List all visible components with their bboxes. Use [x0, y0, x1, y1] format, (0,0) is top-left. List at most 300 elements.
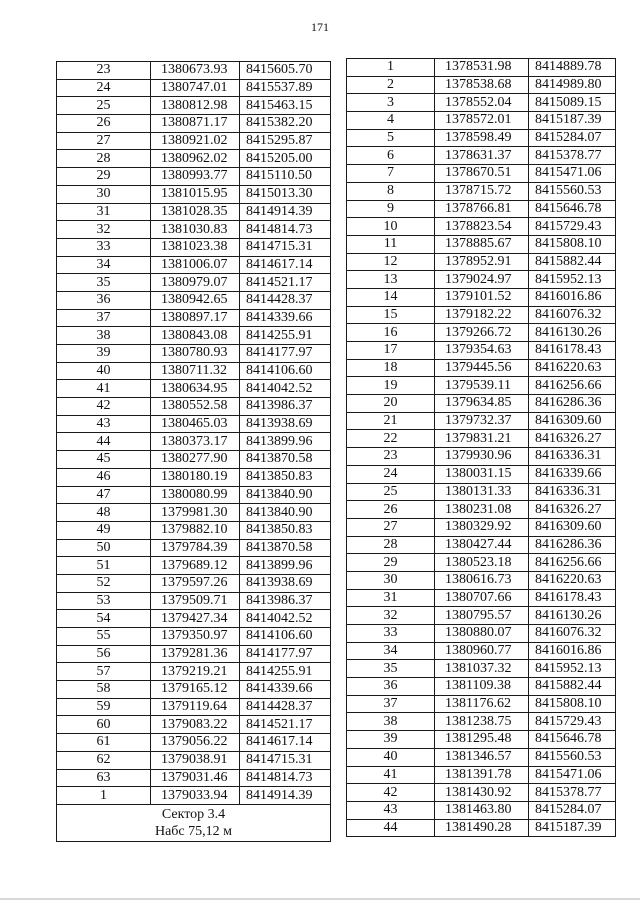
table-row — [57, 681, 331, 699]
table-row — [347, 253, 616, 271]
table-row — [57, 309, 331, 327]
coord-y-cell: 8416309.60 — [529, 412, 616, 430]
table-row — [347, 324, 616, 342]
point-number-cell: 48 — [57, 504, 151, 522]
coord-y-cell: 8416130.26 — [529, 324, 616, 342]
coord-x-cell: 1379182.22 — [435, 306, 529, 324]
coord-y-cell: 8416286.36 — [529, 395, 616, 413]
coord-y-cell: 8415560.53 — [529, 182, 616, 200]
table-row — [347, 501, 616, 519]
table-row — [57, 115, 331, 133]
coord-y-cell: 8415382.20 — [240, 115, 331, 133]
coord-y-cell: 8416339.66 — [529, 465, 616, 483]
coord-y-cell: 8413870.58 — [240, 539, 331, 557]
point-number-cell: 40 — [347, 748, 435, 766]
table-row — [57, 362, 331, 380]
point-number-cell: 39 — [347, 731, 435, 749]
coord-y-cell: 8415295.87 — [240, 132, 331, 150]
coord-y-cell: 8414889.78 — [529, 59, 616, 77]
table-row — [347, 819, 616, 837]
point-number-cell: 46 — [57, 468, 151, 486]
point-number-cell: 25 — [347, 483, 435, 501]
table-row — [347, 607, 616, 625]
coord-x-cell: 1380960.77 — [435, 642, 529, 660]
point-number-cell: 37 — [347, 695, 435, 713]
point-number-cell: 30 — [57, 185, 151, 203]
coord-y-cell: 8413899.96 — [240, 433, 331, 451]
table-row — [57, 221, 331, 239]
coord-x-cell: 1379539.11 — [435, 377, 529, 395]
coord-y-cell: 8414914.39 — [240, 203, 331, 221]
table-row — [57, 592, 331, 610]
coord-x-cell: 1379689.12 — [151, 557, 240, 575]
coord-x-cell: 1380329.92 — [435, 518, 529, 536]
coord-y-cell: 8414339.66 — [240, 681, 331, 699]
point-number-cell: 63 — [57, 769, 151, 787]
coord-x-cell: 1380795.57 — [435, 607, 529, 625]
table-row — [347, 483, 616, 501]
point-number-cell: 36 — [57, 291, 151, 309]
point-number-cell: 45 — [57, 451, 151, 469]
coord-y-cell: 8414715.31 — [240, 238, 331, 256]
coord-y-cell: 8415187.39 — [529, 112, 616, 130]
point-number-cell: 60 — [57, 716, 151, 734]
coord-x-cell: 1380921.02 — [151, 132, 240, 150]
table-row — [57, 557, 331, 575]
point-number-cell: 41 — [57, 380, 151, 398]
coord-x-cell: 1380180.19 — [151, 468, 240, 486]
point-number-cell: 43 — [347, 801, 435, 819]
coord-x-cell: 1379882.10 — [151, 521, 240, 539]
table-row — [57, 291, 331, 309]
coord-x-cell: 1380780.93 — [151, 345, 240, 363]
coord-x-cell: 1380979.07 — [151, 274, 240, 292]
point-number-cell: 42 — [347, 784, 435, 802]
point-number-cell: 41 — [347, 766, 435, 784]
table-row — [347, 766, 616, 784]
coord-x-cell: 1381295.48 — [435, 731, 529, 749]
point-number-cell: 27 — [347, 518, 435, 536]
point-number-cell: 42 — [57, 398, 151, 416]
point-number-cell: 39 — [57, 345, 151, 363]
table-row — [57, 274, 331, 292]
point-number-cell: 43 — [57, 415, 151, 433]
coord-x-cell: 1380812.98 — [151, 97, 240, 115]
coord-x-cell: 1380634.95 — [151, 380, 240, 398]
coord-y-cell: 8414617.14 — [240, 734, 331, 752]
coord-y-cell: 8416130.26 — [529, 607, 616, 625]
table-row — [57, 203, 331, 221]
table-row — [347, 377, 616, 395]
table-row — [347, 695, 616, 713]
coord-x-cell: 1379119.64 — [151, 698, 240, 716]
sector-area: Набс 75,12 м — [154, 823, 233, 839]
table-row — [57, 150, 331, 168]
point-number-cell: 30 — [347, 571, 435, 589]
coord-y-cell: 8416336.31 — [529, 483, 616, 501]
table-row — [347, 147, 616, 165]
coord-y-cell: 8414428.37 — [240, 291, 331, 309]
point-number-cell: 14 — [347, 288, 435, 306]
coord-y-cell: 8415110.50 — [240, 168, 331, 186]
point-number-cell: 18 — [347, 359, 435, 377]
table-row — [347, 678, 616, 696]
table-row — [57, 168, 331, 186]
point-number-cell: 34 — [347, 642, 435, 660]
point-number-cell: 32 — [57, 221, 151, 239]
table-row — [347, 536, 616, 554]
coord-x-cell: 1378598.49 — [435, 129, 529, 147]
coord-x-cell: 1379427.34 — [151, 610, 240, 628]
coord-y-cell: 8415882.44 — [529, 678, 616, 696]
point-number-cell: 26 — [347, 501, 435, 519]
table-row — [347, 801, 616, 819]
coord-x-cell: 1381028.35 — [151, 203, 240, 221]
coord-x-cell: 1380711.32 — [151, 362, 240, 380]
point-number-cell: 44 — [347, 819, 435, 837]
coord-y-cell: 8414106.60 — [240, 362, 331, 380]
coord-y-cell: 8416256.66 — [529, 377, 616, 395]
point-number-cell: 3 — [347, 94, 435, 112]
table-row — [57, 645, 331, 663]
coord-x-cell: 1379024.97 — [435, 271, 529, 289]
coord-x-cell: 1379930.96 — [435, 448, 529, 466]
point-number-cell: 1 — [57, 787, 151, 805]
table-row — [347, 200, 616, 218]
coord-x-cell: 1380131.33 — [435, 483, 529, 501]
table-row — [347, 288, 616, 306]
table-row — [57, 504, 331, 522]
coord-y-cell: 8415560.53 — [529, 748, 616, 766]
coord-x-cell: 1379101.52 — [435, 288, 529, 306]
coord-y-cell: 8416016.86 — [529, 642, 616, 660]
point-number-cell: 38 — [57, 327, 151, 345]
coord-x-cell: 1380843.08 — [151, 327, 240, 345]
coord-x-cell: 1379354.63 — [435, 342, 529, 360]
coord-x-cell: 1379597.26 — [151, 574, 240, 592]
coord-y-cell: 8414715.31 — [240, 751, 331, 769]
coord-x-cell: 1380747.01 — [151, 79, 240, 97]
table-row — [347, 571, 616, 589]
table-row — [57, 468, 331, 486]
point-number-cell: 21 — [347, 412, 435, 430]
coord-y-cell: 8413986.37 — [240, 398, 331, 416]
table-row — [57, 415, 331, 433]
point-number-cell: 35 — [57, 274, 151, 292]
coord-y-cell: 8414521.17 — [240, 716, 331, 734]
coord-y-cell: 8415378.77 — [529, 784, 616, 802]
coord-y-cell: 8413938.69 — [240, 574, 331, 592]
table-row — [347, 182, 616, 200]
coord-x-cell: 1380373.17 — [151, 433, 240, 451]
point-number-cell: 54 — [57, 610, 151, 628]
coord-x-cell: 1379784.39 — [151, 539, 240, 557]
coord-y-cell: 8414042.52 — [240, 610, 331, 628]
coord-x-cell: 1380080.99 — [151, 486, 240, 504]
point-number-cell: 29 — [57, 168, 151, 186]
table-row — [347, 165, 616, 183]
coord-y-cell: 8416076.32 — [529, 306, 616, 324]
coord-x-cell: 1380523.18 — [435, 554, 529, 572]
table-row — [347, 448, 616, 466]
table-row — [57, 238, 331, 256]
point-number-cell: 15 — [347, 306, 435, 324]
point-number-cell: 6 — [347, 147, 435, 165]
coord-x-cell: 1379219.21 — [151, 663, 240, 681]
coord-y-cell: 8415205.00 — [240, 150, 331, 168]
coord-x-cell: 1381037.32 — [435, 660, 529, 678]
coord-x-cell: 1381030.83 — [151, 221, 240, 239]
point-number-cell: 22 — [347, 430, 435, 448]
coord-x-cell: 1381015.95 — [151, 185, 240, 203]
table-row — [347, 554, 616, 572]
coord-x-cell: 1380465.03 — [151, 415, 240, 433]
coord-y-cell: 8415537.89 — [240, 79, 331, 97]
point-number-cell: 36 — [347, 678, 435, 696]
coord-y-cell: 8415013.30 — [240, 185, 331, 203]
coordinates-table-right-body — [347, 59, 616, 837]
point-number-cell: 61 — [57, 734, 151, 752]
point-number-cell: 1 — [347, 59, 435, 77]
coord-y-cell: 8415882.44 — [529, 253, 616, 271]
coord-x-cell: 1380962.02 — [151, 150, 240, 168]
coord-y-cell: 8415463.15 — [240, 97, 331, 115]
point-number-cell: 35 — [347, 660, 435, 678]
coord-x-cell: 1381109.38 — [435, 678, 529, 696]
coord-x-cell: 1381023.38 — [151, 238, 240, 256]
coord-y-cell: 8416178.43 — [529, 589, 616, 607]
coord-x-cell: 1379056.22 — [151, 734, 240, 752]
coordinates-table-right — [346, 58, 616, 837]
table-row — [347, 235, 616, 253]
coord-y-cell: 8413870.58 — [240, 451, 331, 469]
coord-y-cell: 8414617.14 — [240, 256, 331, 274]
point-number-cell: 23 — [57, 62, 151, 80]
coord-x-cell: 1379350.97 — [151, 628, 240, 646]
coord-x-cell: 1378952.91 — [435, 253, 529, 271]
table-row — [347, 342, 616, 360]
table-row — [57, 451, 331, 469]
point-number-cell: 31 — [57, 203, 151, 221]
coord-y-cell: 8416309.60 — [529, 518, 616, 536]
table-row — [347, 112, 616, 130]
table-row — [347, 218, 616, 236]
point-number-cell: 12 — [347, 253, 435, 271]
table-row — [347, 731, 616, 749]
coord-x-cell: 1380031.15 — [435, 465, 529, 483]
coord-y-cell: 8414177.97 — [240, 345, 331, 363]
coord-x-cell: 1380231.08 — [435, 501, 529, 519]
table-row — [57, 79, 331, 97]
point-number-cell: 58 — [57, 681, 151, 699]
coord-x-cell: 1379509.71 — [151, 592, 240, 610]
coord-y-cell: 8414042.52 — [240, 380, 331, 398]
table-row — [57, 769, 331, 787]
coordinates-table-left — [56, 61, 331, 842]
coord-y-cell: 8415284.07 — [529, 801, 616, 819]
coord-x-cell: 1380993.77 — [151, 168, 240, 186]
sector-caption-row — [57, 804, 331, 841]
coord-x-cell: 1380942.65 — [151, 291, 240, 309]
coord-y-cell: 8415605.70 — [240, 62, 331, 80]
point-number-cell: 44 — [57, 433, 151, 451]
coord-x-cell: 1379831.21 — [435, 430, 529, 448]
table-row — [57, 539, 331, 557]
point-number-cell: 47 — [57, 486, 151, 504]
coord-x-cell: 1381391.78 — [435, 766, 529, 784]
table-row — [57, 433, 331, 451]
coord-y-cell: 8415187.39 — [529, 819, 616, 837]
point-number-cell: 55 — [57, 628, 151, 646]
table-row — [347, 412, 616, 430]
coord-y-cell: 8414989.80 — [529, 76, 616, 94]
point-number-cell: 13 — [347, 271, 435, 289]
table-row — [57, 256, 331, 274]
point-number-cell: 4 — [347, 112, 435, 130]
coord-x-cell: 1380897.17 — [151, 309, 240, 327]
coord-x-cell: 1381490.28 — [435, 819, 529, 837]
point-number-cell: 59 — [57, 698, 151, 716]
point-number-cell: 53 — [57, 592, 151, 610]
coord-y-cell: 8415471.06 — [529, 766, 616, 784]
coord-y-cell: 8415729.43 — [529, 218, 616, 236]
coord-x-cell: 1378538.68 — [435, 76, 529, 94]
coord-y-cell: 8416256.66 — [529, 554, 616, 572]
coord-y-cell: 8416326.27 — [529, 430, 616, 448]
point-number-cell: 33 — [57, 238, 151, 256]
table-row — [347, 271, 616, 289]
point-number-cell: 38 — [347, 713, 435, 731]
point-number-cell: 5 — [347, 129, 435, 147]
coord-x-cell: 1379033.94 — [151, 787, 240, 805]
point-number-cell: 23 — [347, 448, 435, 466]
sector-caption — [57, 804, 331, 841]
coord-x-cell: 1380427.44 — [435, 536, 529, 554]
table-row — [347, 359, 616, 377]
table-row — [347, 748, 616, 766]
coord-y-cell: 8414814.73 — [240, 769, 331, 787]
page-number: 171 — [311, 20, 329, 34]
coord-y-cell: 8416220.63 — [529, 359, 616, 377]
coord-x-cell: 1378715.72 — [435, 182, 529, 200]
table-row — [57, 716, 331, 734]
point-number-cell: 7 — [347, 165, 435, 183]
point-number-cell: 52 — [57, 574, 151, 592]
table-row — [57, 628, 331, 646]
coord-x-cell: 1378572.01 — [435, 112, 529, 130]
coord-y-cell: 8415729.43 — [529, 713, 616, 731]
sector-title: Сектор 3.4 — [161, 806, 226, 822]
table-row — [57, 521, 331, 539]
point-number-cell: 31 — [347, 589, 435, 607]
coord-y-cell: 8413986.37 — [240, 592, 331, 610]
coord-x-cell: 1378823.54 — [435, 218, 529, 236]
point-number-cell: 56 — [57, 645, 151, 663]
table-row — [347, 660, 616, 678]
coord-y-cell: 8414914.39 — [240, 787, 331, 805]
point-number-cell: 20 — [347, 395, 435, 413]
coord-x-cell: 1378766.81 — [435, 200, 529, 218]
table-row — [347, 306, 616, 324]
point-number-cell: 28 — [347, 536, 435, 554]
table-row — [57, 398, 331, 416]
coord-x-cell: 1380277.90 — [151, 451, 240, 469]
point-number-cell: 33 — [347, 625, 435, 643]
coord-y-cell: 8415952.13 — [529, 660, 616, 678]
coord-x-cell: 1379981.30 — [151, 504, 240, 522]
coord-y-cell: 8414106.60 — [240, 628, 331, 646]
coord-y-cell: 8415808.10 — [529, 235, 616, 253]
point-number-cell: 57 — [57, 663, 151, 681]
table-row — [347, 94, 616, 112]
coord-y-cell: 8415952.13 — [529, 271, 616, 289]
coord-y-cell: 8416076.32 — [529, 625, 616, 643]
coord-x-cell: 1381346.57 — [435, 748, 529, 766]
point-number-cell: 32 — [347, 607, 435, 625]
coord-y-cell: 8413938.69 — [240, 415, 331, 433]
table-row — [57, 787, 331, 805]
coord-x-cell: 1380880.07 — [435, 625, 529, 643]
coord-y-cell: 8414255.91 — [240, 327, 331, 345]
point-number-cell: 27 — [57, 132, 151, 150]
coord-y-cell: 8416326.27 — [529, 501, 616, 519]
coord-y-cell: 8415808.10 — [529, 695, 616, 713]
coord-x-cell: 1378631.37 — [435, 147, 529, 165]
point-number-cell: 24 — [57, 79, 151, 97]
coord-y-cell: 8413840.90 — [240, 504, 331, 522]
coord-x-cell: 1379445.56 — [435, 359, 529, 377]
coord-y-cell: 8416016.86 — [529, 288, 616, 306]
coord-y-cell: 8415089.15 — [529, 94, 616, 112]
table-row — [57, 610, 331, 628]
coord-x-cell: 1379732.37 — [435, 412, 529, 430]
table-row — [347, 784, 616, 802]
point-number-cell: 25 — [57, 97, 151, 115]
coord-y-cell: 8414339.66 — [240, 309, 331, 327]
coord-y-cell: 8413840.90 — [240, 486, 331, 504]
coord-x-cell: 1380673.93 — [151, 62, 240, 80]
coord-x-cell: 1378531.98 — [435, 59, 529, 77]
coord-y-cell: 8413850.83 — [240, 468, 331, 486]
coord-x-cell: 1381430.92 — [435, 784, 529, 802]
coord-x-cell: 1379634.85 — [435, 395, 529, 413]
coord-x-cell: 1380707.66 — [435, 589, 529, 607]
coord-x-cell: 1381463.80 — [435, 801, 529, 819]
coord-x-cell: 1381238.75 — [435, 713, 529, 731]
point-number-cell: 29 — [347, 554, 435, 572]
point-number-cell: 10 — [347, 218, 435, 236]
coord-x-cell: 1381006.07 — [151, 256, 240, 274]
point-number-cell: 16 — [347, 324, 435, 342]
table-row — [347, 713, 616, 731]
table-row — [347, 465, 616, 483]
coord-y-cell: 8414428.37 — [240, 698, 331, 716]
coord-x-cell: 1380616.73 — [435, 571, 529, 589]
table-row — [57, 185, 331, 203]
point-number-cell: 2 — [347, 76, 435, 94]
coord-x-cell: 1378670.51 — [435, 165, 529, 183]
coord-y-cell: 8415471.06 — [529, 165, 616, 183]
point-number-cell: 9 — [347, 200, 435, 218]
coord-y-cell: 8413899.96 — [240, 557, 331, 575]
page-bottom-edge — [0, 898, 640, 900]
point-number-cell: 24 — [347, 465, 435, 483]
coord-x-cell: 1379083.22 — [151, 716, 240, 734]
table-row — [57, 486, 331, 504]
coord-y-cell: 8415378.77 — [529, 147, 616, 165]
coord-y-cell: 8414255.91 — [240, 663, 331, 681]
point-number-cell: 49 — [57, 521, 151, 539]
